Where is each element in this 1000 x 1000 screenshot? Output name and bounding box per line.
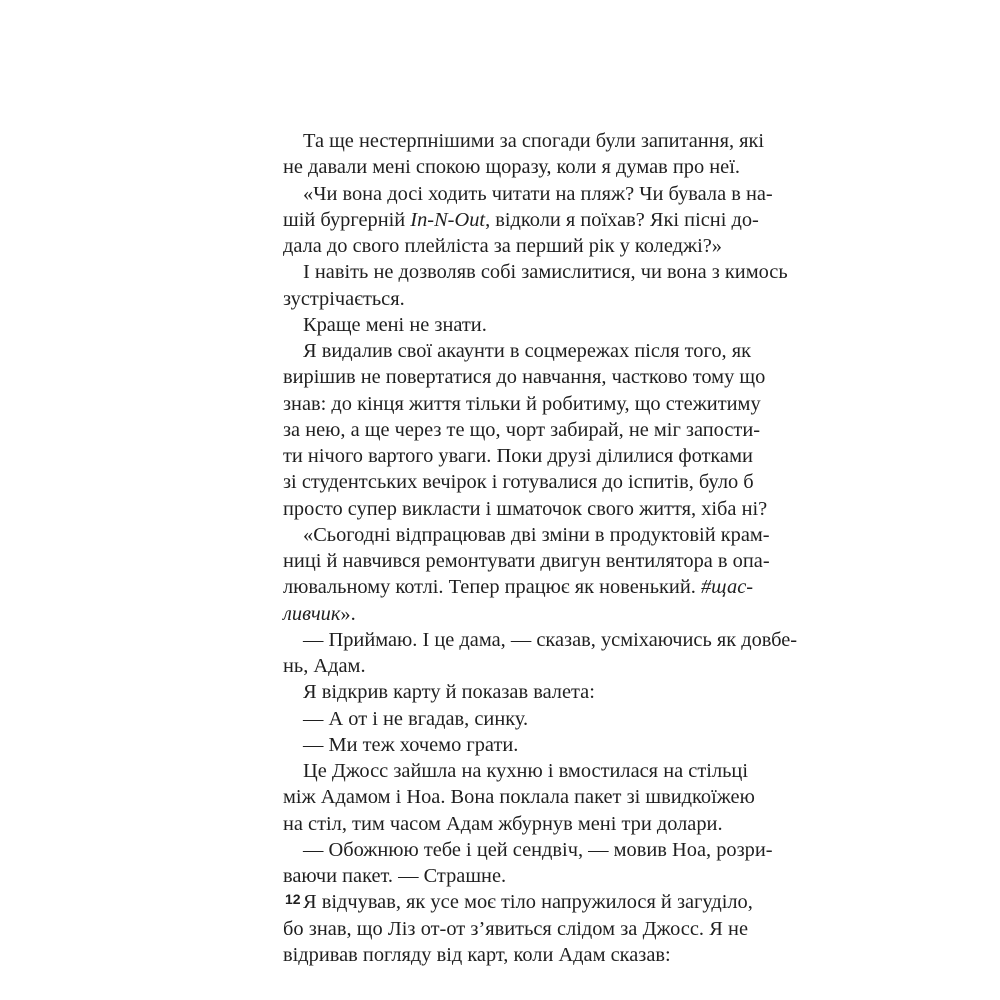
text-line: знав: до кінця життя тільки й робитиму, що стежитиму (283, 392, 761, 415)
text-line: «Чи вона досі ходить читати на пляж? Чи бувала в на- (303, 182, 773, 205)
text-segment: лювальному котлі. Тепер працює як новенький. (283, 576, 701, 599)
text-line: просто супер викласти і шматочок свого життя, хіба ні? (283, 497, 768, 520)
text-line: Я відкрив карту й показав валета: (303, 681, 595, 704)
text-segment: , відколи я поїхав? Які пісні до- (485, 208, 759, 231)
text-line: — Ми теж хочемо грати. (303, 733, 519, 756)
text-segment: шій бургерній (283, 208, 411, 231)
body-text (283, 128, 798, 968)
text-line: ти нічого вартого уваги. Поки друзі ділилися фотками (283, 445, 753, 467)
text-line: ваючи пакет. — Страшне. (283, 865, 507, 887)
text-line (283, 207, 759, 233)
text-line (283, 574, 754, 600)
text-line: Я видалив свої акаунти в соцмережах після того, як (303, 340, 752, 362)
text-line: Це Джосс зайшла на кухню і вмостилася на стільці (303, 760, 748, 782)
page-number: 12 (285, 891, 301, 907)
text-line: — А от і не вгадав, синку. (303, 707, 529, 730)
text-line: між Адамом і Ноа. Вона поклала пакет зі швидкоїжею (283, 786, 755, 809)
text-line: — Обожнюю тебе і цей сендвіч, — мовив Ноа, розри- (303, 838, 773, 861)
text-line: «Сьогодні відпрацював дві зміни в продуктовій крам- (303, 523, 770, 546)
text-line: зі студентських вечірок і готувалися до іспитів, було б (283, 471, 754, 494)
italic-text: #щас- (700, 576, 754, 599)
text-line: ниці й навчився ремонтувати двигун вентилятора в опа- (283, 550, 770, 572)
text-line: за нею, а ще через те що, чорт забирай, не міг запости- (283, 418, 761, 441)
text-line: дала до свого плейліста за перший рік у коледжі?» (283, 235, 722, 257)
text-line: вирішив не повертатися до навчання, частково тому що (283, 366, 766, 389)
text-line: нь, Адам. (283, 655, 366, 677)
text-line: Та ще нестерпнішими за спогади були запитання, які (303, 130, 765, 152)
text-line: Краще мені не знати. (303, 313, 487, 336)
italic-text: ливчик (283, 602, 341, 625)
text-segment: ». (340, 602, 356, 625)
text-line: відривав погляду від карт, коли Адам сказав: (283, 943, 671, 966)
italic-text: In-N-Out (410, 208, 486, 231)
text-line: не давали мені спокою щоразу, коли я думав про неї. (283, 156, 740, 179)
text-line (283, 601, 748, 627)
text-line: І навіть не дозволяв собі замислитися, чи вона з кимось (303, 261, 788, 284)
text-line: Я відчував, як усе моє тіло напружилося й загуділо, (303, 891, 753, 914)
text-line: зустрічається. (283, 287, 405, 310)
text-line: бо знав, що Ліз от-от з’явиться слідом за Джосс. Я не (283, 917, 748, 940)
text-line: — Приймаю. І це дама, — сказав, усміхаючись як довбе- (303, 628, 798, 651)
text-line: на стіл, тим часом Адам жбурнув мені три долари. (283, 812, 723, 835)
